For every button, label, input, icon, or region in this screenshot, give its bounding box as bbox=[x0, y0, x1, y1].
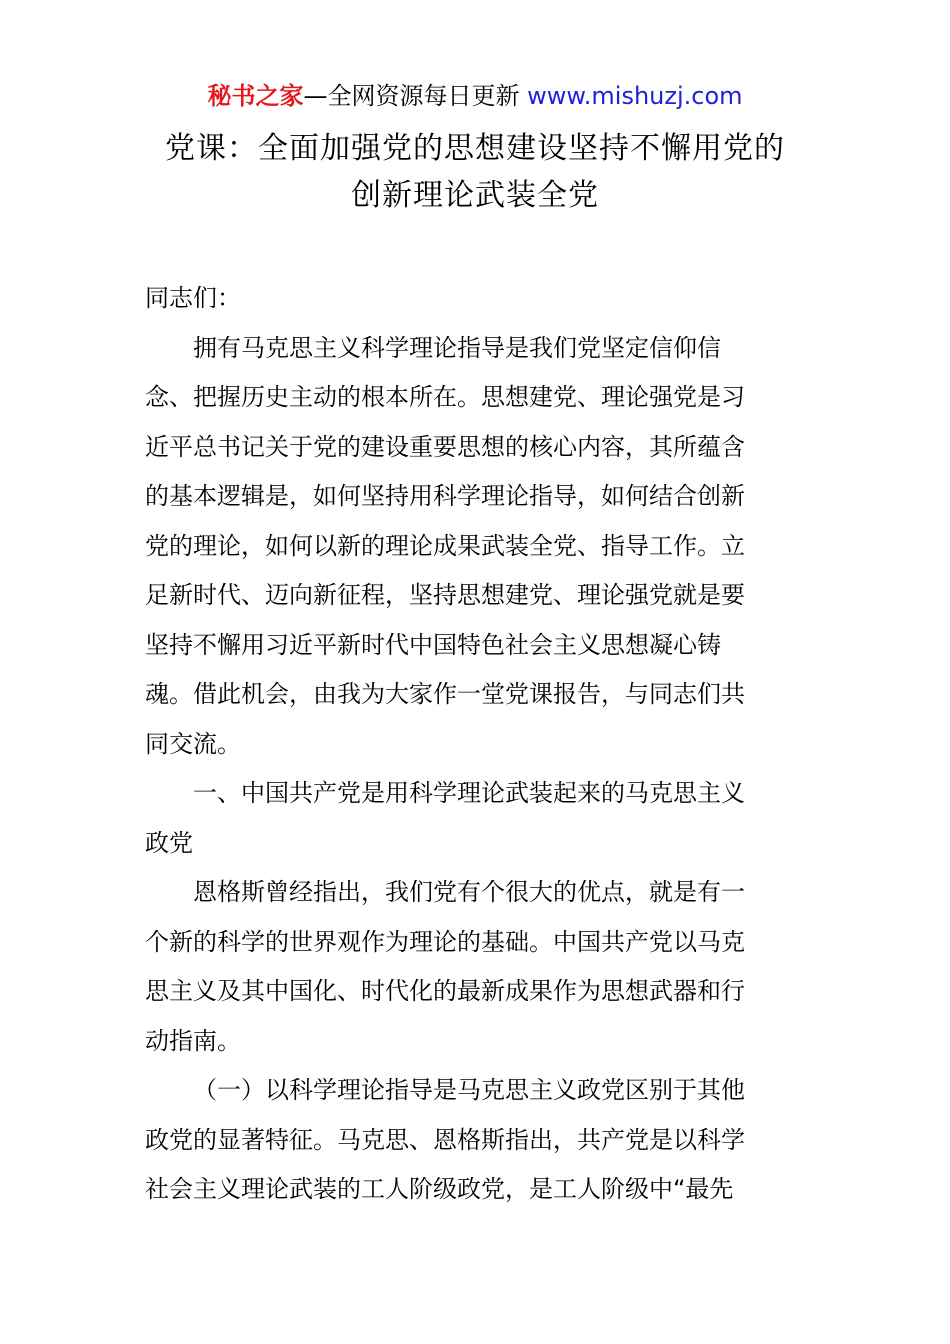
paragraph-line: 恩格斯曾经指出，我们党有个很大的优点，就是有一 bbox=[193, 878, 745, 906]
title-line: 创新理论武装全党 bbox=[351, 178, 599, 213]
section-heading-line: 一、中国共产党是用科学理论武装起来的马克思主义 bbox=[193, 779, 745, 807]
salutation: 同志们： bbox=[145, 284, 241, 312]
site-header bbox=[0, 80, 950, 112]
paragraph-line: 思主义及其中国化、时代化的最新成果作为思想武器和行 bbox=[145, 977, 745, 1005]
header-tagline: —全网资源每日更新 bbox=[303, 82, 520, 110]
document-body bbox=[145, 274, 807, 1215]
paragraph-line: （一）以科学理论指导是马克思主义政党区别于其他 bbox=[193, 1076, 745, 1104]
section-heading-line: 政党 bbox=[145, 828, 193, 857]
brand-name: 秘书之家 bbox=[207, 82, 304, 110]
site-url-link[interactable]: www.mishuzj.com bbox=[527, 82, 743, 110]
paragraph-line: 魂。借此机会，由我为大家作一堂党课报告，与同志们共 bbox=[145, 680, 745, 708]
paragraph-line: 动指南。 bbox=[145, 1026, 241, 1055]
paragraph-line: 党的理论，如何以新的理论成果武装全党、指导工作。立 bbox=[145, 531, 745, 560]
paragraph-line: 近平总书记关于党的建设重要思想的核心内容，其所蕴含 bbox=[145, 432, 745, 461]
paragraph-line: 政党的显著特征。马克思、恩格斯指出，共产党是以科学 bbox=[145, 1125, 745, 1154]
paragraph-line: 拥有马克思主义科学理论指导是我们党坚定信仰信 bbox=[193, 333, 721, 362]
paragraph-line: 同交流。 bbox=[145, 729, 241, 758]
paragraph-line: 足新时代、迈向新征程，坚持思想建党、理论强党就是要 bbox=[145, 581, 745, 609]
paragraph-line: 社会主义理论武装的工人阶级政党，是工人阶级中“最先 bbox=[145, 1175, 734, 1203]
paragraph-line: 念、把握历史主动的根本所在。思想建党、理论强党是习 bbox=[145, 383, 745, 411]
title-line: 党课：全面加强党的思想建设坚持不懈用党的 bbox=[165, 131, 785, 166]
paragraph-line: 的基本逻辑是，如何坚持用科学理论指导，如何结合创新 bbox=[145, 482, 745, 510]
document-title bbox=[100, 125, 850, 219]
paragraph-line: 个新的科学的世界观作为理论的基础。中国共产党以马克 bbox=[145, 927, 745, 956]
paragraph-line: 坚持不懈用习近平新时代中国特色社会主义思想凝心铸 bbox=[145, 630, 721, 659]
